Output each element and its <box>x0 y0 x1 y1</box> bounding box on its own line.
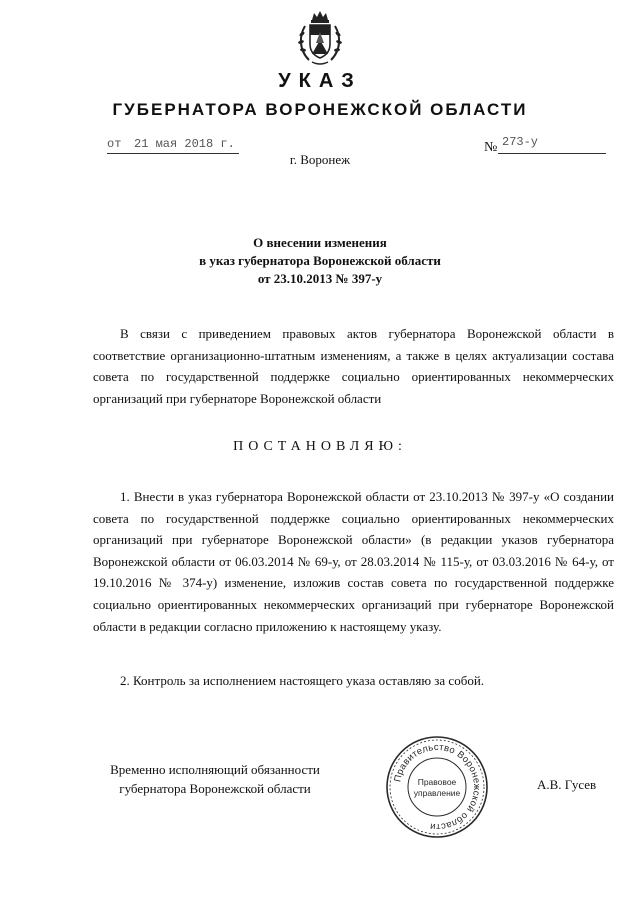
official-stamp <box>384 734 490 840</box>
stamp-center-line-2: управление <box>413 788 461 798</box>
decree-item-2: 2. Контроль за исполнением настоящего указа оставляю за собой. <box>120 673 485 688</box>
date-prefix: от <box>107 137 122 151</box>
subject-line-1: О внесении изменения <box>253 235 387 250</box>
date-value: 21 мая 2018 г. <box>134 137 235 151</box>
document-subtitle: ГУБЕРНАТОРА ВОРОНЕЖСКОЙ ОБЛАСТИ <box>112 100 528 119</box>
signatory-position <box>84 760 346 798</box>
subject-line-2: в указ губернатора Воронежской области <box>199 253 441 268</box>
decree-item-1: 1. Внести в указ губернатора Воронежской области от 23.10.2013 № 397-у «О создании совета по государственной поддержке социально ориентированных некоммерческих организаций при губернаторе Воронежской области» (в редакции указов губернатора Воронежской области от 06.03.2014 № 69-у, от 28.03.2014 № 115-у, от 03.03.2016 № 64-у, от 19.10.2016 № 374-у) изменение, изложив состав совета по государственной поддержке социально ориентированных некоммерческих организаций при губернаторе Воронежской области в редакции согласно приложению к настоящему указу. <box>93 489 614 634</box>
subject-line-3: от 23.10.2013 № 397-у <box>257 271 383 286</box>
position-line-1: Временно исполняющий обязанности <box>110 762 320 777</box>
number-label: № <box>484 140 498 155</box>
decree-subject <box>0 234 640 288</box>
city: г. Воронеж <box>289 152 351 167</box>
stamp-center-line-1: Правовое <box>417 777 457 787</box>
preamble-paragraph: В связи с приведением правовых актов губернатора Воронежской области в соответствие организационно-штатным изменениям, а также в целях актуализации состава совета по государственной поддержке социально ориентированных некоммерческих организаций при губернаторе Воронежской области <box>93 326 614 406</box>
number-value: 273-у <box>502 135 539 149</box>
signatory-name: А.В. Гусев <box>537 777 597 792</box>
document-title: УКАЗ <box>278 70 362 92</box>
stamp-ring-text: Правительство Воронежской области <box>392 741 483 833</box>
coat-of-arms-icon <box>295 10 345 68</box>
position-line-2: губернатора Воронежской области <box>119 781 311 796</box>
svg-text:Правительство Воронежской обла <box>392 742 482 832</box>
decree-word: ПОСТАНОВЛЯЮ: <box>233 439 407 454</box>
